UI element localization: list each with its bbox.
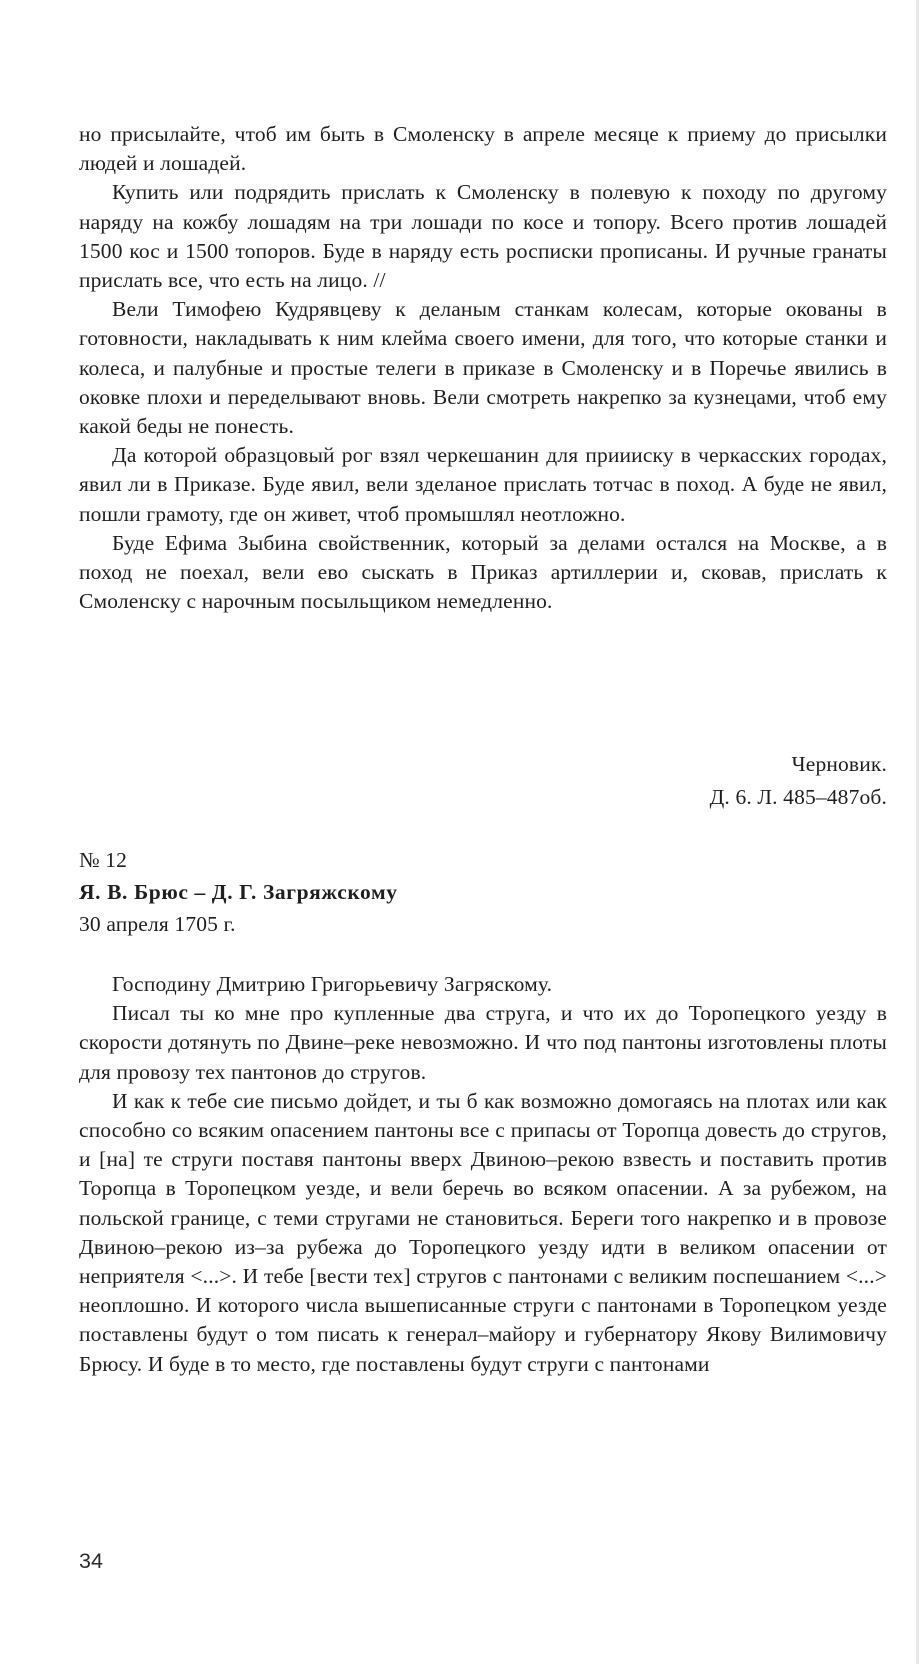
doc12-salutation: Господину Дмитрию Григорьевичу Загряскому.: [112, 972, 553, 996]
doc11-paragraph-4: Да которой образцовый рог взял черкешанин для приииску в черкасских городах, явил ли в Приказе. Буде явил, вели зделаное прислать тотчас в поход. А буде не явил, пошли грамоту, где он живет, чтоб промышлял неотложно.: [79, 443, 887, 526]
doc11-paragraph-5: Буде Ефима Зыбина свойственник, который за делами остался на Москве, а в поход не поехал, вели ево сыскать в Приказ артиллерии и, сковав, прислать к Смоленску с нарочным посыльщиком немедленно.: [79, 530, 887, 614]
doc12-letter-text: [79, 970, 887, 1379]
doc11-paragraph-1: но присылайте, чтоб им быть в Смоленску в апреле месяце к приему до присылки людей и лошадей.: [79, 122, 887, 176]
doc11-continuation-text: [79, 120, 887, 616]
doc11-paragraph-3: Вели Тимофею Кудрявцеву к деланым станкам колесам, которые окованы в готовности, накладывать к ним клейма своего имени, для того, что которые станки и колеса, и палубные и простые телеги в приказе в Смоленску и в Поречье явились в оковке плохи и переделывают вновь. Вели смотреть накрепко за кузнецами, чтоб ему какой беды не понесть.: [79, 297, 887, 439]
page-number: 34: [79, 1549, 103, 1573]
doc12-header: [79, 844, 398, 940]
source-archive-ref: Д. 6. Л. 485–487об.: [709, 785, 887, 809]
doc11-source-reference: [710, 748, 887, 814]
doc12-paragraph-2: И как к тебе сие письмо дойдет, и ты б как возможно домогаясь на плотах или как способно со всяким опасением пантоны все с припасы от Торопца довесть до стругов, и [на] те струги поставя пантоны вверх Двиною–рекою взвесть и поставить против Торопца в Торопецком уезде, и вели беречь во всяком опасении. А за рубежом, на польской границе, с теми стругами не становиться. Береги того накрепко и в провозе Двиною–рекою из–за рубежа до Торопецкого уезду идти в великом опасении от неприятеля <...>. И тебе [вести тех] стругов с пантонами с великим поспешанием <...> неоплошно. И которого числа вышеписанные струги с пантонами в Торопецком уезде поставлены будут о том писать к генерал–майору и губернатору Якову Вилимовичу Брюсу. И буде в то место, где поставлены будут струги с пантонами: [79, 1088, 887, 1376]
doc12-date: 30 апреля 1705 г.: [79, 912, 236, 936]
doc12-title: Я. В. Брюс – Д. Г. Загряжскому: [79, 880, 398, 904]
doc12-paragraph-1: Писал ты ко мне про купленные два струга, и что их до Торопецкого уезду в скорости дотянуть по Двине–реке невозможно. И что под пантоны изготовлены плоты для провозу тех пантонов до стругов.: [79, 1001, 887, 1084]
doc11-paragraph-2: Купить или подрядить прислать к Смоленску в полевую к походу по другому наряду на кожбу лошадям на три лошади по косе и топору. Всего против лошадей 1500 кос и 1500 топоров. Буде в наряду есть росписки прописаны. И ручные гранаты прислать все, что есть на лицо. //: [79, 180, 887, 293]
doc12-number: № 12: [79, 848, 127, 872]
source-note: Черновик.: [791, 752, 887, 776]
